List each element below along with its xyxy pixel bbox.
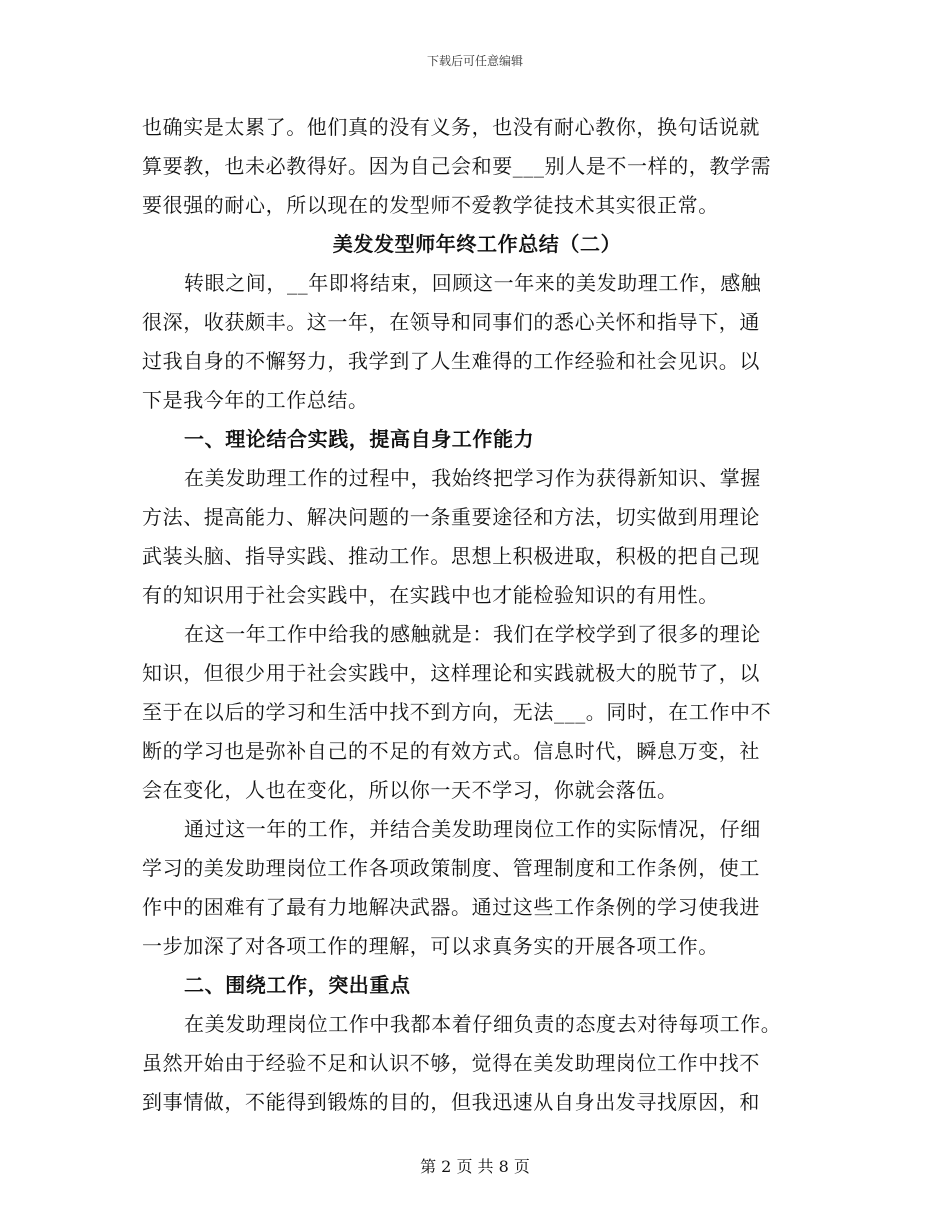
subheading: 二、围绕工作，突出重点: [184, 973, 411, 997]
body-line: 方法、提高能力、解决问题的一条重要途径和方法，切实做到用理论: [142, 505, 760, 529]
body-line: 在美发助理岗位工作中我都本着仔细负责的态度去对待每项工作。: [184, 1012, 782, 1036]
body-line: 很深，收获颇丰。这一年，在领导和同事们的悉心关怀和指导下，通: [142, 310, 760, 334]
body-line: 算要教，也未必教得好。因为自己会和要___别人是不一样的，教学需: [142, 154, 772, 178]
body-line: 学习的美发助理岗位工作各项政策制度、管理制度和工作条例，使工: [142, 856, 760, 880]
document-body: [142, 108, 812, 1122]
body-line: 转眼之间，__年即将结束，回顾这一年来的美发助理工作，感触: [184, 271, 762, 295]
body-line: 虽然开始由于经验不足和认识不够，觉得在美发助理岗位工作中找不: [142, 1051, 760, 1075]
body-line: 一步加深了对各项工作的理解，可以求真务实的开展各项工作。: [142, 934, 719, 958]
body-line: 过我自身的不懈努力，我学到了人生难得的工作经验和社会见识。以: [142, 349, 760, 373]
section-title: 美发发型师年终工作总结（二）: [332, 232, 622, 256]
body-line: 至于在以后的学习和生活中找不到方向，无法___。同时，在工作中不: [142, 700, 772, 724]
body-line: 要很强的耐心，所以现在的发型师不爱教学徒技术其实很正常。: [142, 193, 719, 217]
body-line: 有的知识用于社会实践中，在实践中也才能检验知识的有用性。: [142, 583, 719, 607]
subheading: 一、理论结合实践，提高自身工作能力: [184, 427, 535, 451]
page-footer: 第 2 页 共 8 页: [420, 1157, 530, 1176]
body-line: 在美发助理工作的过程中，我始终把学习作为获得新知识、掌握: [184, 466, 761, 490]
body-line: 通过这一年的工作，并结合美发助理岗位工作的实际情况，仔细: [184, 817, 761, 841]
body-line: 知识，但很少用于社会实践中，这样理论和实践就极大的脱节了，以: [142, 661, 760, 685]
body-line: 到事情做，不能得到锻炼的目的，但我迅速从自身出发寻找原因，和: [142, 1090, 760, 1114]
body-line: 下是我今年的工作总结。: [142, 388, 369, 412]
body-line: 在这一年工作中给我的感触就是：我们在学校学到了很多的理论: [184, 622, 761, 646]
body-line: 也确实是太累了。他们真的没有义务，也没有耐心教你，换句话说就: [142, 115, 760, 139]
body-line: 武装头脑、指导实践、推动工作。思想上积极进取，积极的把自己现: [142, 544, 760, 568]
body-line: 会在变化，人也在变化，所以你一天不学习，你就会落伍。: [142, 778, 678, 802]
body-line: 断的学习也是弥补自己的不足的有效方式。信息时代，瞬息万变，社: [142, 739, 760, 763]
page-header: 下载后可任意编辑: [426, 54, 523, 68]
body-line: 作中的困难有了最有力地解决武器。通过这些工作条例的学习使我进: [142, 895, 760, 919]
